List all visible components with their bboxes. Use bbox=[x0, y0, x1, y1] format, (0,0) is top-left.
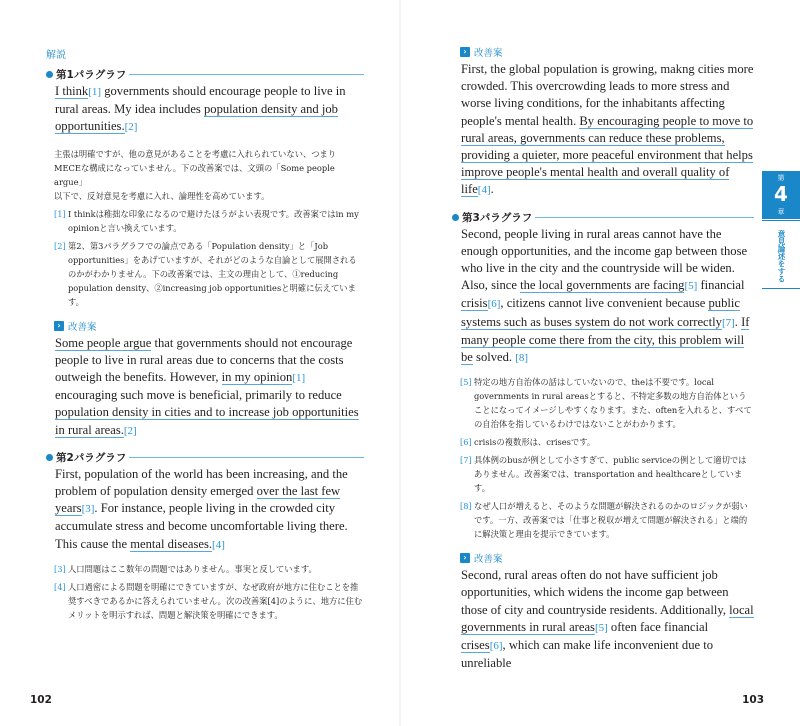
note-6: [6] crisisの複数形は、crisesです。 bbox=[460, 437, 596, 448]
underlined-phrase: Some people argue bbox=[55, 335, 152, 350]
reference-marker: [6] bbox=[489, 640, 503, 653]
note-5: [5] 特定の地方自治体の話はしていないので、theは不要です。local governments in rural areasとすると、不特定多数の地方自治体ということになってイメージしやすくなります。また、oftenを入れると、すべての自治体を指しているわけではないことがわかります。 bbox=[460, 377, 752, 430]
chevron-right-icon: › bbox=[54, 321, 64, 331]
reference-marker: [5] bbox=[594, 621, 608, 634]
spacer bbox=[452, 678, 754, 688]
reference-marker: [4] bbox=[212, 538, 225, 551]
text-run: . bbox=[490, 182, 494, 197]
improved-label-p2: › 改善案 bbox=[460, 45, 754, 59]
reference-marker: [2] bbox=[123, 424, 137, 437]
note-1: [1] I thinkは稚拙な印象になるので避けたほうがよい表現です。改善案ではin my opinionと言い換えています。 bbox=[54, 208, 359, 233]
text-run: governments should encourage people to live in rural areas. My idea includes bbox=[55, 84, 346, 117]
text-run: . For instance, people living in the crowded city accumulate stress and become uncomfortable living there. This cause the bbox=[55, 501, 348, 551]
underlined-phrase: population density and job opportunities. bbox=[55, 102, 338, 134]
improved-label-p1: › 改善案 bbox=[54, 319, 364, 333]
reference-marker: [5] bbox=[684, 280, 698, 293]
underlined-phrase: in my opinion bbox=[221, 370, 293, 385]
improved-text-p3 bbox=[461, 567, 754, 672]
text-run: financial bbox=[697, 278, 745, 293]
original-text-p2 bbox=[55, 466, 364, 554]
reference-marker: [4] bbox=[477, 184, 491, 197]
text-run: , citizens cannot live convenient because bbox=[500, 296, 709, 311]
underlined-phrase: public systems such as buses system do not work correctly bbox=[461, 296, 740, 329]
text-run: . bbox=[734, 314, 742, 329]
underlined-phrase: If many people come there from the city, this problem will be bbox=[461, 314, 750, 365]
underlined-phrase: crisis bbox=[461, 296, 488, 311]
text-run: Second, people living in rural areas cannot have the enough opportunities, and the income gap between those who live in the city and the countryside will be widen. Also, since bbox=[461, 226, 748, 293]
paragraph-heading-1: 第1パラグラフ bbox=[46, 67, 364, 82]
underlined-phrase: population density in cities and to increase job opportunities in rural areas. bbox=[55, 405, 359, 437]
bullet-dot-icon bbox=[452, 214, 459, 221]
underlined-phrase: mental diseases. bbox=[130, 536, 213, 551]
note-3: [3] 人口問題はここ数年の問題ではありません。事実と反しています。 bbox=[54, 563, 317, 574]
spacer bbox=[46, 624, 364, 689]
reference-marker: [8] bbox=[515, 352, 529, 365]
underlined-phrase: over the last few years bbox=[55, 484, 341, 516]
note-4: [4] 人口過密による問題を明確にできていますが、なぜ政府が地方に住むことを推奨すべきであるかに答えられていません。次の改善案[4]のように、地方に住むメリットを明示すれば、問題と解決策を明確にできます。 bbox=[54, 581, 363, 620]
text-run: , which can make life inconvenient due to unreliable bbox=[461, 638, 714, 671]
bullet-dot-icon bbox=[46, 71, 53, 78]
reference-marker: [2] bbox=[124, 121, 138, 134]
chapter-tab[interactable]: 第 4 章 bbox=[762, 171, 800, 219]
page-number-right: 103 bbox=[742, 694, 764, 707]
chapter-tab-rule-top bbox=[762, 220, 800, 221]
paragraph-heading-2: 第2パラグラフ bbox=[46, 450, 364, 465]
section-label: 解説 bbox=[46, 50, 66, 61]
comment-p1: 主張は明確ですが、他の意見があることを考慮に入れられていない、つまり MECEな構成になっていません。下の改善案では、文頭の「Some people argue」 以下で、反対意見を考慮に入れ、論理性を高めています。 bbox=[54, 148, 337, 201]
improved-label-p3: › 改善案 bbox=[460, 551, 754, 565]
reference-marker: [3] bbox=[81, 503, 95, 516]
text-run: that governments should not encourage people to live in rural areas due to concerns that the costs outweigh the benefits. However, bbox=[55, 335, 353, 385]
paragraph-heading-3: 第3パラグラフ bbox=[452, 210, 754, 225]
reference-marker: [1] bbox=[292, 372, 306, 385]
note-2: [2] 第2、第3パラグラフでの論点である「Population density」と「Job opportunities」をあげていますが、それがどのような自論として展開されるのかがわかりません。下の改善案では、主文の理由として、①reducing population density、②increasing job opportunitiesと明確に伝えています。 bbox=[54, 240, 357, 307]
text-run: Second, rural areas often do not have sufficient job opportunities, which widens the income gap between those of city and countryside residents. Additionally, bbox=[461, 568, 730, 617]
text-run: often face financial bbox=[607, 619, 709, 634]
note-7: [7] 具体例のbusが例として小さすぎて、public serviceの例として適切ではありません。改善案では、transportation and healthcareとしています。 bbox=[460, 455, 747, 494]
chevron-right-icon: › bbox=[460, 553, 470, 563]
chapter-tab-rule-bottom bbox=[762, 288, 800, 289]
text-run: First, population of the world has been increasing, and the problem of population density emerged bbox=[55, 466, 348, 499]
reference-marker: [1] bbox=[88, 86, 102, 98]
page-number-left: 102 bbox=[30, 694, 52, 707]
note-8: [8] なぜ人口が増えると、そのような問題が解決されるのかのロジックが弱いです。一方、改善案では「仕事と税収が増えて問題が解決される」と端的に解決策と理由を提示できています。 bbox=[460, 501, 748, 540]
chevron-right-icon: › bbox=[460, 47, 470, 57]
text-run: First, the global population is growing, makng cities more crowded. This overcrowding leads to more stress and worse living conditions, for the inhabitants affecting people's mental health. bbox=[461, 62, 754, 128]
original-text-p3 bbox=[461, 226, 754, 368]
chapter-title: 意見論述をする bbox=[777, 229, 786, 283]
text-run: encouraging such move is beneficial, primarily to reduce bbox=[55, 388, 342, 403]
bullet-dot-icon bbox=[46, 454, 53, 461]
improved-text-p2 bbox=[461, 61, 754, 200]
heading-rule bbox=[129, 74, 364, 75]
underlined-phrase: local governments in rural areas bbox=[461, 602, 754, 634]
text-run: solved. bbox=[472, 350, 516, 365]
underlined-phrase: crises bbox=[461, 638, 490, 653]
improved-text-p1 bbox=[55, 335, 364, 440]
underlined-phrase: By encouraging people to move to rural areas, governments can reduce these problems, providing a quieter, more peaceful environment that helps improve people's mental health and overall quality of life bbox=[461, 113, 754, 197]
reference-marker: [7] bbox=[721, 316, 735, 329]
underlined-phrase: I think bbox=[55, 84, 89, 98]
heading-rule bbox=[535, 217, 754, 218]
underlined-phrase: the local governments are facing bbox=[520, 278, 685, 293]
heading-rule bbox=[129, 457, 364, 458]
reference-marker: [6] bbox=[487, 298, 501, 311]
page-right bbox=[400, 0, 800, 726]
original-text-p1 bbox=[55, 83, 364, 137]
